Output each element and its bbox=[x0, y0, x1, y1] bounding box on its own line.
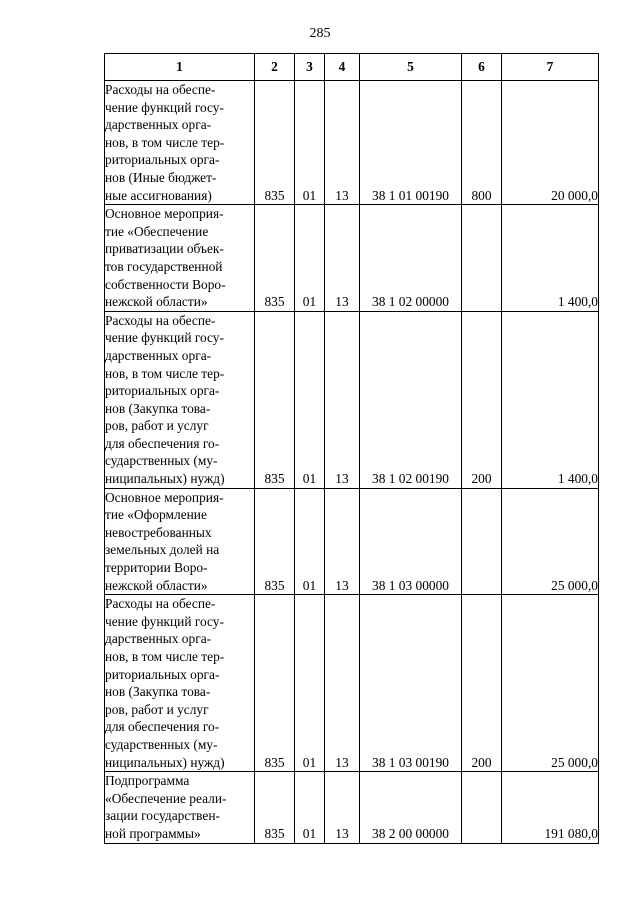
row-name-line: нов (Закупка това- bbox=[105, 684, 211, 700]
table-row bbox=[105, 205, 599, 312]
row-name-cell bbox=[105, 595, 255, 772]
csr-cell: 38 1 03 00000 bbox=[360, 488, 462, 595]
row-name-line: чение функций госу- bbox=[105, 99, 224, 115]
vr-cell: 800 bbox=[462, 81, 502, 205]
csr-cell: 38 1 02 00000 bbox=[360, 205, 462, 312]
column-header-grbs: 2 bbox=[255, 54, 295, 81]
column-header-rz: 3 bbox=[295, 54, 325, 81]
row-name-line: Расходы на обеспе- bbox=[105, 312, 216, 328]
row-name-cell bbox=[105, 81, 255, 205]
row-name-line: нов (Закупка това- bbox=[105, 400, 211, 416]
column-header-sum: 7 bbox=[502, 54, 599, 81]
table-row bbox=[105, 81, 599, 205]
column-header-csr: 5 bbox=[360, 54, 462, 81]
sum-cell: 1 400,0 bbox=[502, 311, 599, 488]
row-name-line: дарственных орга- bbox=[105, 631, 212, 647]
row-name-line: тие «Обеспечение bbox=[105, 223, 209, 239]
vr-cell bbox=[462, 205, 502, 312]
pr-cell: 13 bbox=[325, 311, 360, 488]
row-name-line: тов государственной bbox=[105, 258, 223, 274]
vr-cell bbox=[462, 488, 502, 595]
sum-cell: 25 000,0 bbox=[502, 488, 599, 595]
row-name-cell bbox=[105, 205, 255, 312]
sum-cell: 1 400,0 bbox=[502, 205, 599, 312]
csr-cell: 38 1 02 00190 bbox=[360, 311, 462, 488]
grbs-cell: 835 bbox=[255, 205, 295, 312]
pr-cell: 13 bbox=[325, 488, 360, 595]
column-header-pr: 4 bbox=[325, 54, 360, 81]
row-name-line: риториальных орга- bbox=[105, 152, 220, 168]
table-row bbox=[105, 311, 599, 488]
row-name-line: дарственных орга- bbox=[105, 347, 212, 363]
row-name-line: нежской области» bbox=[105, 577, 208, 593]
vr-cell: 200 bbox=[462, 311, 502, 488]
grbs-cell: 835 bbox=[255, 595, 295, 772]
column-header-vr: 6 bbox=[462, 54, 502, 81]
rz-cell: 01 bbox=[295, 772, 325, 843]
row-name-line: Подпрограмма bbox=[105, 773, 190, 789]
row-name-line: чение функций госу- bbox=[105, 330, 224, 346]
grbs-cell: 835 bbox=[255, 311, 295, 488]
row-name-line: сударственных (му- bbox=[105, 736, 218, 752]
rz-cell: 01 bbox=[295, 81, 325, 205]
rz-cell: 01 bbox=[295, 311, 325, 488]
row-name-cell bbox=[105, 311, 255, 488]
row-name-line: зации государствен- bbox=[105, 808, 220, 824]
table-row bbox=[105, 595, 599, 772]
row-name-line: ров, работ и услуг bbox=[105, 418, 209, 434]
row-name-line: ниципальных) нужд) bbox=[105, 471, 225, 487]
vr-cell: 200 bbox=[462, 595, 502, 772]
column-header-name: 1 bbox=[105, 54, 255, 81]
row-name-line: для обеспечения го- bbox=[105, 435, 220, 451]
row-name-line: риториальных орга- bbox=[105, 666, 220, 682]
row-name-line: приватизации объек- bbox=[105, 241, 224, 257]
row-name-line: ров, работ и услуг bbox=[105, 701, 209, 717]
row-name-line: Расходы на обеспе- bbox=[105, 82, 216, 97]
row-name-line: ные ассигнования) bbox=[105, 187, 212, 203]
table-header-row bbox=[105, 54, 599, 81]
row-name-line: нов, в том числе тер- bbox=[105, 134, 225, 150]
table-row bbox=[105, 772, 599, 843]
row-name-cell bbox=[105, 488, 255, 595]
grbs-cell: 835 bbox=[255, 488, 295, 595]
row-name-line: для обеспечения го- bbox=[105, 719, 220, 735]
row-name-line: территории Воро- bbox=[105, 560, 208, 576]
pr-cell: 13 bbox=[325, 81, 360, 205]
vr-cell bbox=[462, 772, 502, 843]
row-name-line: нежской области» bbox=[105, 294, 208, 310]
pr-cell: 13 bbox=[325, 595, 360, 772]
row-name-cell bbox=[105, 772, 255, 843]
row-name-line: нов, в том числе тер- bbox=[105, 365, 225, 381]
row-name-line: сударственных (му- bbox=[105, 453, 218, 469]
row-name-line: тие «Оформление bbox=[105, 507, 207, 523]
row-name-line: нов, в том числе тер- bbox=[105, 649, 225, 664]
row-name-line: земельных долей на bbox=[105, 542, 220, 558]
row-name-line: собственности Воро- bbox=[105, 276, 226, 292]
table-body bbox=[105, 81, 599, 844]
row-name-line: Основное мероприя- bbox=[105, 489, 224, 505]
row-name-line: дарственных орга- bbox=[105, 117, 212, 133]
row-name-line: невостребованных bbox=[105, 524, 212, 540]
csr-cell: 38 1 03 00190 bbox=[360, 595, 462, 772]
csr-cell: 38 2 00 00000 bbox=[360, 772, 462, 843]
rz-cell: 01 bbox=[295, 205, 325, 312]
pr-cell: 13 bbox=[325, 772, 360, 843]
grbs-cell: 835 bbox=[255, 772, 295, 843]
row-name-line: Расходы на обеспе- bbox=[105, 596, 216, 612]
page-number: 285 bbox=[309, 26, 331, 41]
csr-cell: 38 1 01 00190 bbox=[360, 81, 462, 205]
row-name-line: «Обеспечение реали- bbox=[105, 790, 227, 806]
row-name-line: ной программы» bbox=[105, 825, 201, 841]
row-name-line: Основное мероприя- bbox=[105, 206, 224, 222]
sum-cell: 20 000,0 bbox=[502, 81, 599, 205]
row-name-line: чение функций госу- bbox=[105, 613, 224, 629]
budget-table bbox=[104, 53, 599, 844]
row-name-line: риториальных орга- bbox=[105, 383, 220, 399]
pr-cell: 13 bbox=[325, 205, 360, 312]
table-row bbox=[105, 488, 599, 595]
grbs-cell: 835 bbox=[255, 81, 295, 205]
row-name-line: ниципальных) нужд) bbox=[105, 754, 225, 770]
row-name-line: нов (Иные бюджет- bbox=[105, 169, 217, 185]
rz-cell: 01 bbox=[295, 488, 325, 595]
sum-cell: 25 000,0 bbox=[502, 595, 599, 772]
rz-cell: 01 bbox=[295, 595, 325, 772]
sum-cell: 191 080,0 bbox=[502, 772, 599, 843]
